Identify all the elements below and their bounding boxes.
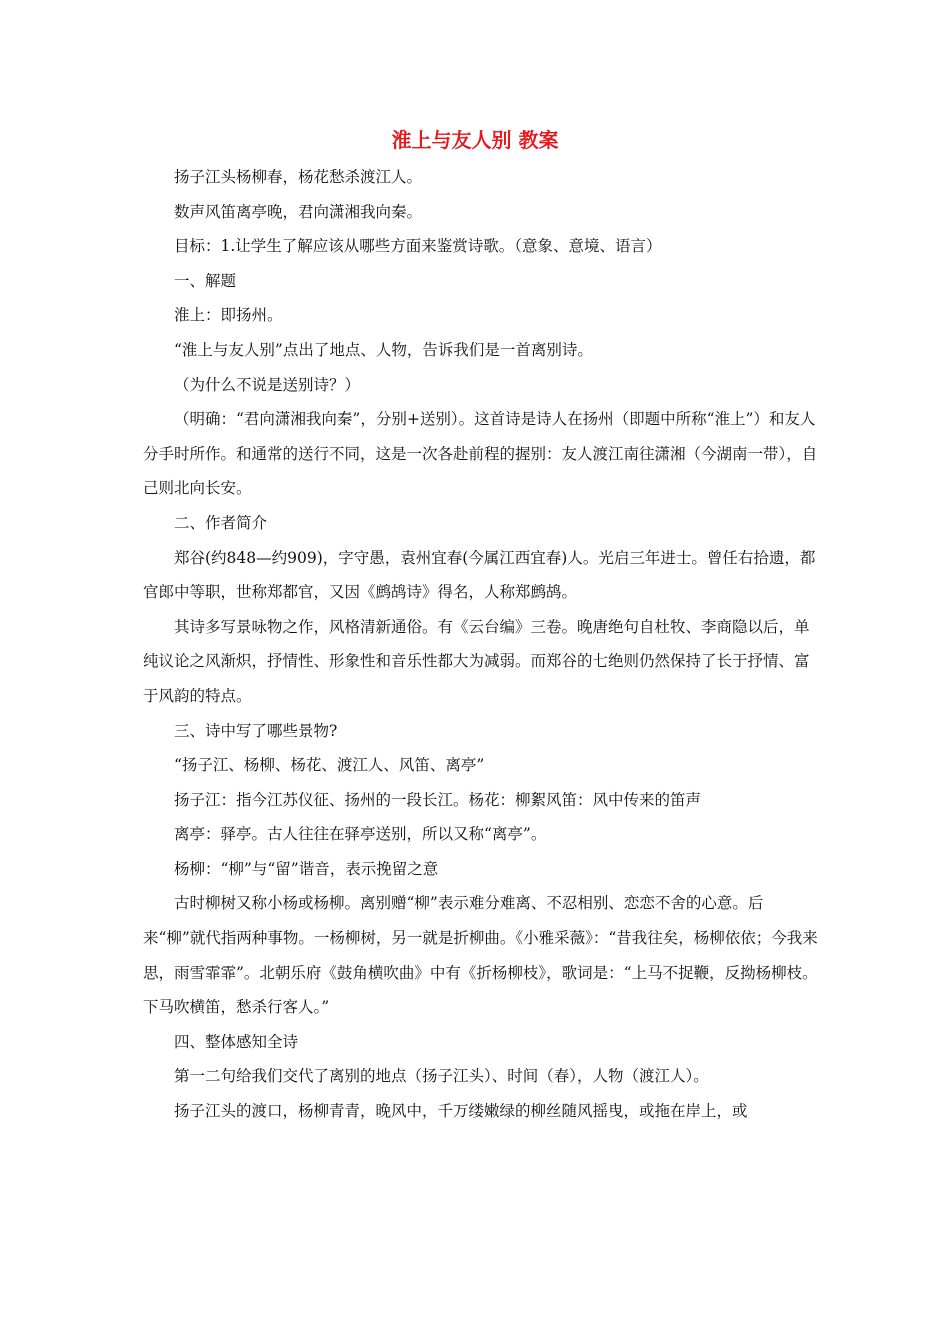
paragraph: 其诗多写景咏物之作，风格清新通俗。有《云台编》三卷。晚唐绝句自杜牧、李商隐以后，单纯议论之风渐炽，抒情性、形象性和音乐性都大为减弱。而郑谷的七绝则仍然保持了长于抒情、富于风韵的特点。 (143, 617, 810, 705)
paragraph: （为什么不说是送别诗？） (174, 375, 361, 394)
poem-line-2: 数声风笛离亭晚，君向潇湘我向秦。 (174, 202, 423, 221)
paragraph: 古时柳树又称小杨或杨柳。离别赠“柳”表示难分难离、不忍相别、恋恋不舍的心意。后来“柳”就代指两种事物。一杨柳树，另一就是折柳曲。《小雅采薇》：“昔我往矣，杨柳依依；今我来思，雨雪霏霏”。北朝乐府《鼓角横吹曲》中有《折杨柳枝》，歌词是：“上马不捉鞭，反拗杨柳枝。下马吹横笛，愁杀行客人。” (143, 894, 818, 1017)
paragraph: 扬子江头的渡口，杨柳青青，晚风中，千万缕嫩绿的柳丝随风摇曳，或拖在岸上，或 (174, 1102, 748, 1121)
paragraph: 郑谷(约848—约909)，字守愚，袁州宜春(今属江西宜春)人。光启三年进士。曾任右拾遗，都官郎中等职，世称郑都官，又因《鹧鸪诗》得名，人称郑鹧鸪。 (143, 548, 816, 602)
paragraph: 离亭：驿亭。古人往往在驿亭送别，所以又称“离亭”。 (174, 825, 547, 844)
paragraph: “扬子江、杨柳、杨花、渡江人、风笛、离亭” (174, 756, 485, 775)
paragraph: 杨柳：“柳”与“留”谐音，表示挽留之意 (174, 859, 439, 878)
document-body (143, 160, 823, 1129)
poem-line-1: 扬子江头杨柳春，杨花愁杀渡江人。 (174, 168, 423, 186)
paragraph: 淮上：即扬州。 (174, 306, 283, 325)
paragraph: （明确：“君向潇湘我向秦”，分别+送别）。这首诗是诗人在扬州（即题中所称“淮上”）和友人分手时所作。和通常的送行不同，这是一次各赴前程的握别：友人渡江南往潇湘（今湖南一带），自己则北向长安。 (143, 410, 818, 498)
section-heading-3: 三、诗中写了哪些景物? (174, 721, 338, 740)
paragraph: 扬子江：指今江苏仪征、扬州的一段长江。杨花：柳絮风笛：风中传来的笛声 (174, 790, 702, 809)
objective: 目标：1.让学生了解应该从哪些方面来鉴赏诗歌。（意象、意境、语言） (174, 237, 662, 256)
section-heading-2: 二、作者简介 (174, 513, 268, 532)
section-heading-4: 四、整体感知全诗 (174, 1032, 299, 1051)
document-title: 淮上与友人别 教案 (391, 128, 559, 152)
paragraph: 第一二句给我们交代了离别的地点（扬子江头）、时间（春），人物（渡江人）。 (174, 1067, 709, 1086)
section-heading-1: 一、解题 (174, 271, 237, 290)
paragraph: “淮上与友人别”点出了地点、人物，告诉我们是一首离别诗。 (174, 340, 593, 359)
